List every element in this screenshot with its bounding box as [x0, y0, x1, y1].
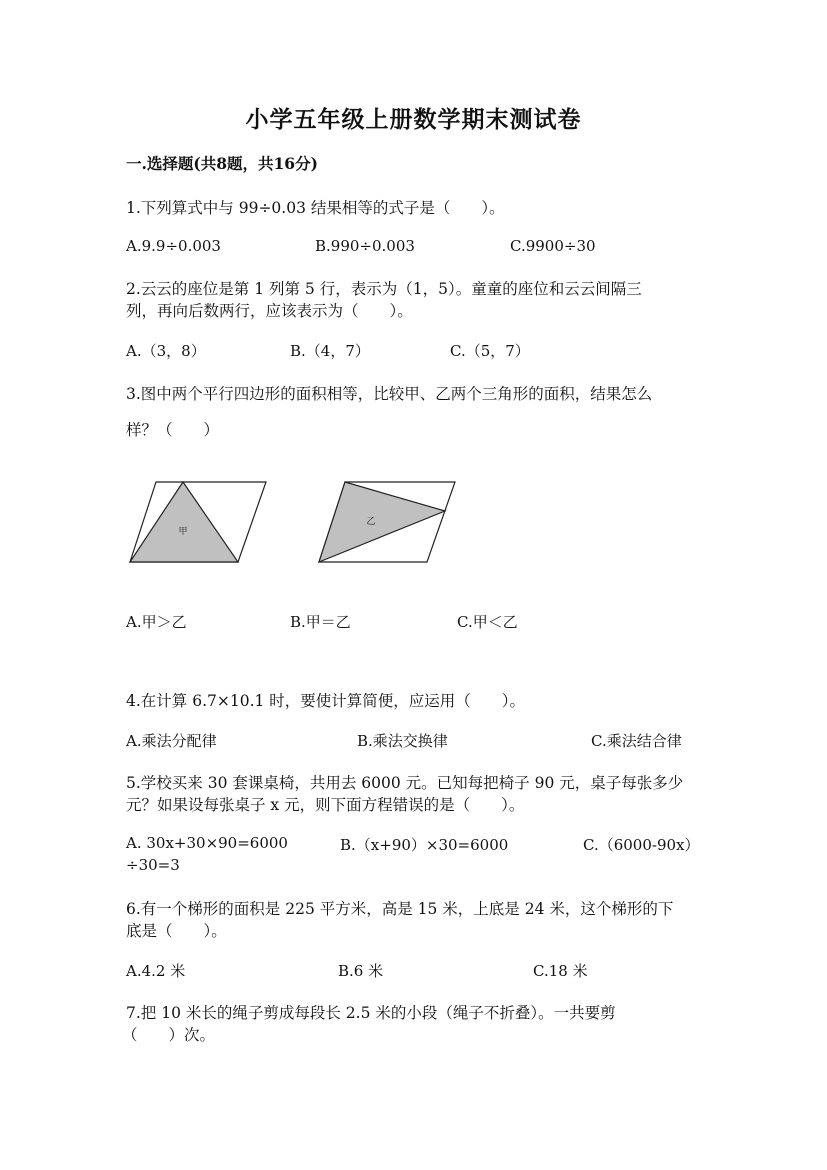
question-3-line-2: 样？（ ） [126, 421, 220, 439]
q3-option-b[interactable]: B.甲＝乙 [290, 613, 351, 631]
question-5-line-1: 5.学校买来 30 套课桌椅，共用去 6000 元。已知每把椅子 90 元，桌子每张多少 [126, 774, 684, 792]
q6-option-a[interactable]: A.4.2 米 [126, 962, 186, 980]
q6-option-c[interactable]: C.18 米 [533, 962, 588, 980]
question-3-line-1: 3.图中两个平行四边形的面积相等，比较甲、乙两个三角形的面积，结果怎么 [126, 385, 653, 403]
question-6-line-1: 6.有一个梯形的面积是 225 平方米，高是 15 米，上底是 24 米，这个梯形的下 [126, 900, 674, 918]
page-title: 小学五年级上册数学期末测试卷 [245, 106, 582, 133]
figure-label-jia: 甲 [178, 527, 188, 537]
q5-option-b[interactable]: B.（x+90）×30=6000 [340, 836, 509, 854]
q2-option-b[interactable]: B.（4，7） [290, 342, 370, 360]
question-6-line-2: 底是（ ）。 [126, 922, 227, 940]
q4-option-b[interactable]: B.乘法交换律 [357, 732, 448, 750]
q5-option-c-continued: ÷30=3 [126, 856, 180, 874]
question-7-line-2: （ ）次。 [122, 1026, 216, 1044]
question-7-line-1: 7.把 10 米长的绳子剪成每段长 2.5 米的小段（绳子不折叠）。一共要剪 [126, 1004, 616, 1022]
q5-option-c[interactable]: C.（6000-90x） [583, 836, 700, 854]
q3-option-c[interactable]: C.甲＜乙 [457, 613, 518, 631]
q6-option-b[interactable]: B.6 米 [338, 962, 384, 980]
q2-option-a[interactable]: A.（3，8） [126, 342, 206, 360]
q4-option-c[interactable]: C.乘法结合律 [591, 732, 682, 750]
q1-option-b[interactable]: B.990÷0.003 [315, 237, 415, 255]
q1-option-c[interactable]: C.9900÷30 [510, 237, 596, 255]
question-1-text: 1.下列算式中与 99÷0.03 结果相等的式子是（ ）。 [126, 199, 505, 217]
parallelogram-figure-jia [126, 478, 271, 568]
q5-option-a[interactable]: A. 30x+30×90=6000 [126, 834, 288, 852]
q1-option-a[interactable]: A.9.9÷0.003 [126, 237, 221, 255]
parallelogram-figure-yi [315, 478, 460, 568]
figure-label-yi: 乙 [366, 517, 376, 527]
q4-option-a[interactable]: A.乘法分配律 [126, 732, 217, 750]
q3-option-a[interactable]: A.甲＞乙 [126, 613, 187, 631]
question-4-text: 4.在计算 6.7×10.1 时，要使计算简便，应运用（ ）。 [126, 692, 526, 710]
question-2-line-2: 列，再向后数两行，应该表示为（ ）。 [126, 302, 413, 320]
q2-option-c[interactable]: C.（5，7） [450, 342, 530, 360]
question-2-line-1: 2.云云的座位是第 1 列第 5 行，表示为（1，5）。童童的座位和云云间隔三 [126, 280, 642, 298]
question-5-line-2: 元？如果设每张桌子 x 元，则下面方程错误的是（ ）。 [126, 796, 525, 814]
section-heading: 一.选择题(共8题，共16分) [126, 154, 318, 173]
